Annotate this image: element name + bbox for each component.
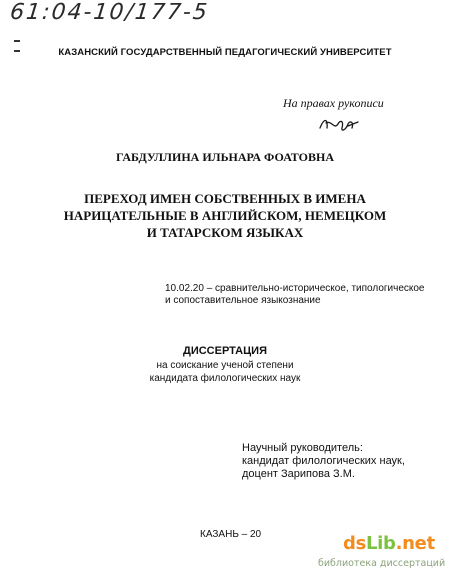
manuscript-rights: На правах рукописи — [283, 96, 384, 110]
supervisor-line: Научный руководитель: — [242, 442, 363, 454]
university-name: КАЗАНСКИЙ ГОСУДАРСТВЕННЫЙ ПЕДАГОГИЧЕСКИЙ УНИВЕРСИТЕТ — [58, 47, 392, 58]
supervisor-line: кандидат филологических наук, — [242, 455, 405, 467]
degree-line: кандидата филологических наук — [149, 373, 301, 384]
title-line: И ТАТАРСКОМ ЯЗЫКАХ — [146, 225, 304, 240]
logo-part: ds — [343, 533, 366, 554]
logo-part: Lib — [366, 533, 396, 554]
dslib-watermark-logo — [343, 533, 435, 554]
specialty-line: 10.02.20 – сравнительно-историческое, типологическое — [165, 283, 425, 294]
title-line: НАРИЦАТЕЛЬНЫЕ В АНГЛИЙСКОМ, НЕМЕЦКОМ — [63, 208, 387, 223]
archive-stamp: 61:04-10/177-5 — [8, 0, 211, 25]
handwritten-signature — [318, 114, 360, 136]
logo-part: .net — [395, 533, 435, 554]
degree-info — [0, 359, 450, 385]
dissertation-title — [0, 190, 450, 241]
supervisor-line: доцент Зарипова З.М. — [242, 468, 355, 480]
specialty-line: и сопоставительное языкознание — [165, 295, 321, 306]
city-year: КАЗАНЬ – 20 — [200, 529, 262, 540]
watermark-subtitle: библиотека диссертаций — [318, 558, 446, 569]
specialty-code — [165, 283, 425, 307]
supervisor-block — [242, 442, 405, 481]
title-line: ПЕРЕХОД ИМЕН СОБСТВЕННЫХ В ИМЕНА — [84, 191, 366, 206]
degree-line: на соискание ученой степени — [156, 360, 294, 371]
document-kind: ДИССЕРТАЦИЯ — [183, 345, 267, 357]
author-name: ГАБДУЛЛИНА ИЛЬНАРА ФОАТОВНА — [116, 150, 334, 164]
margin-mark — [14, 40, 20, 42]
